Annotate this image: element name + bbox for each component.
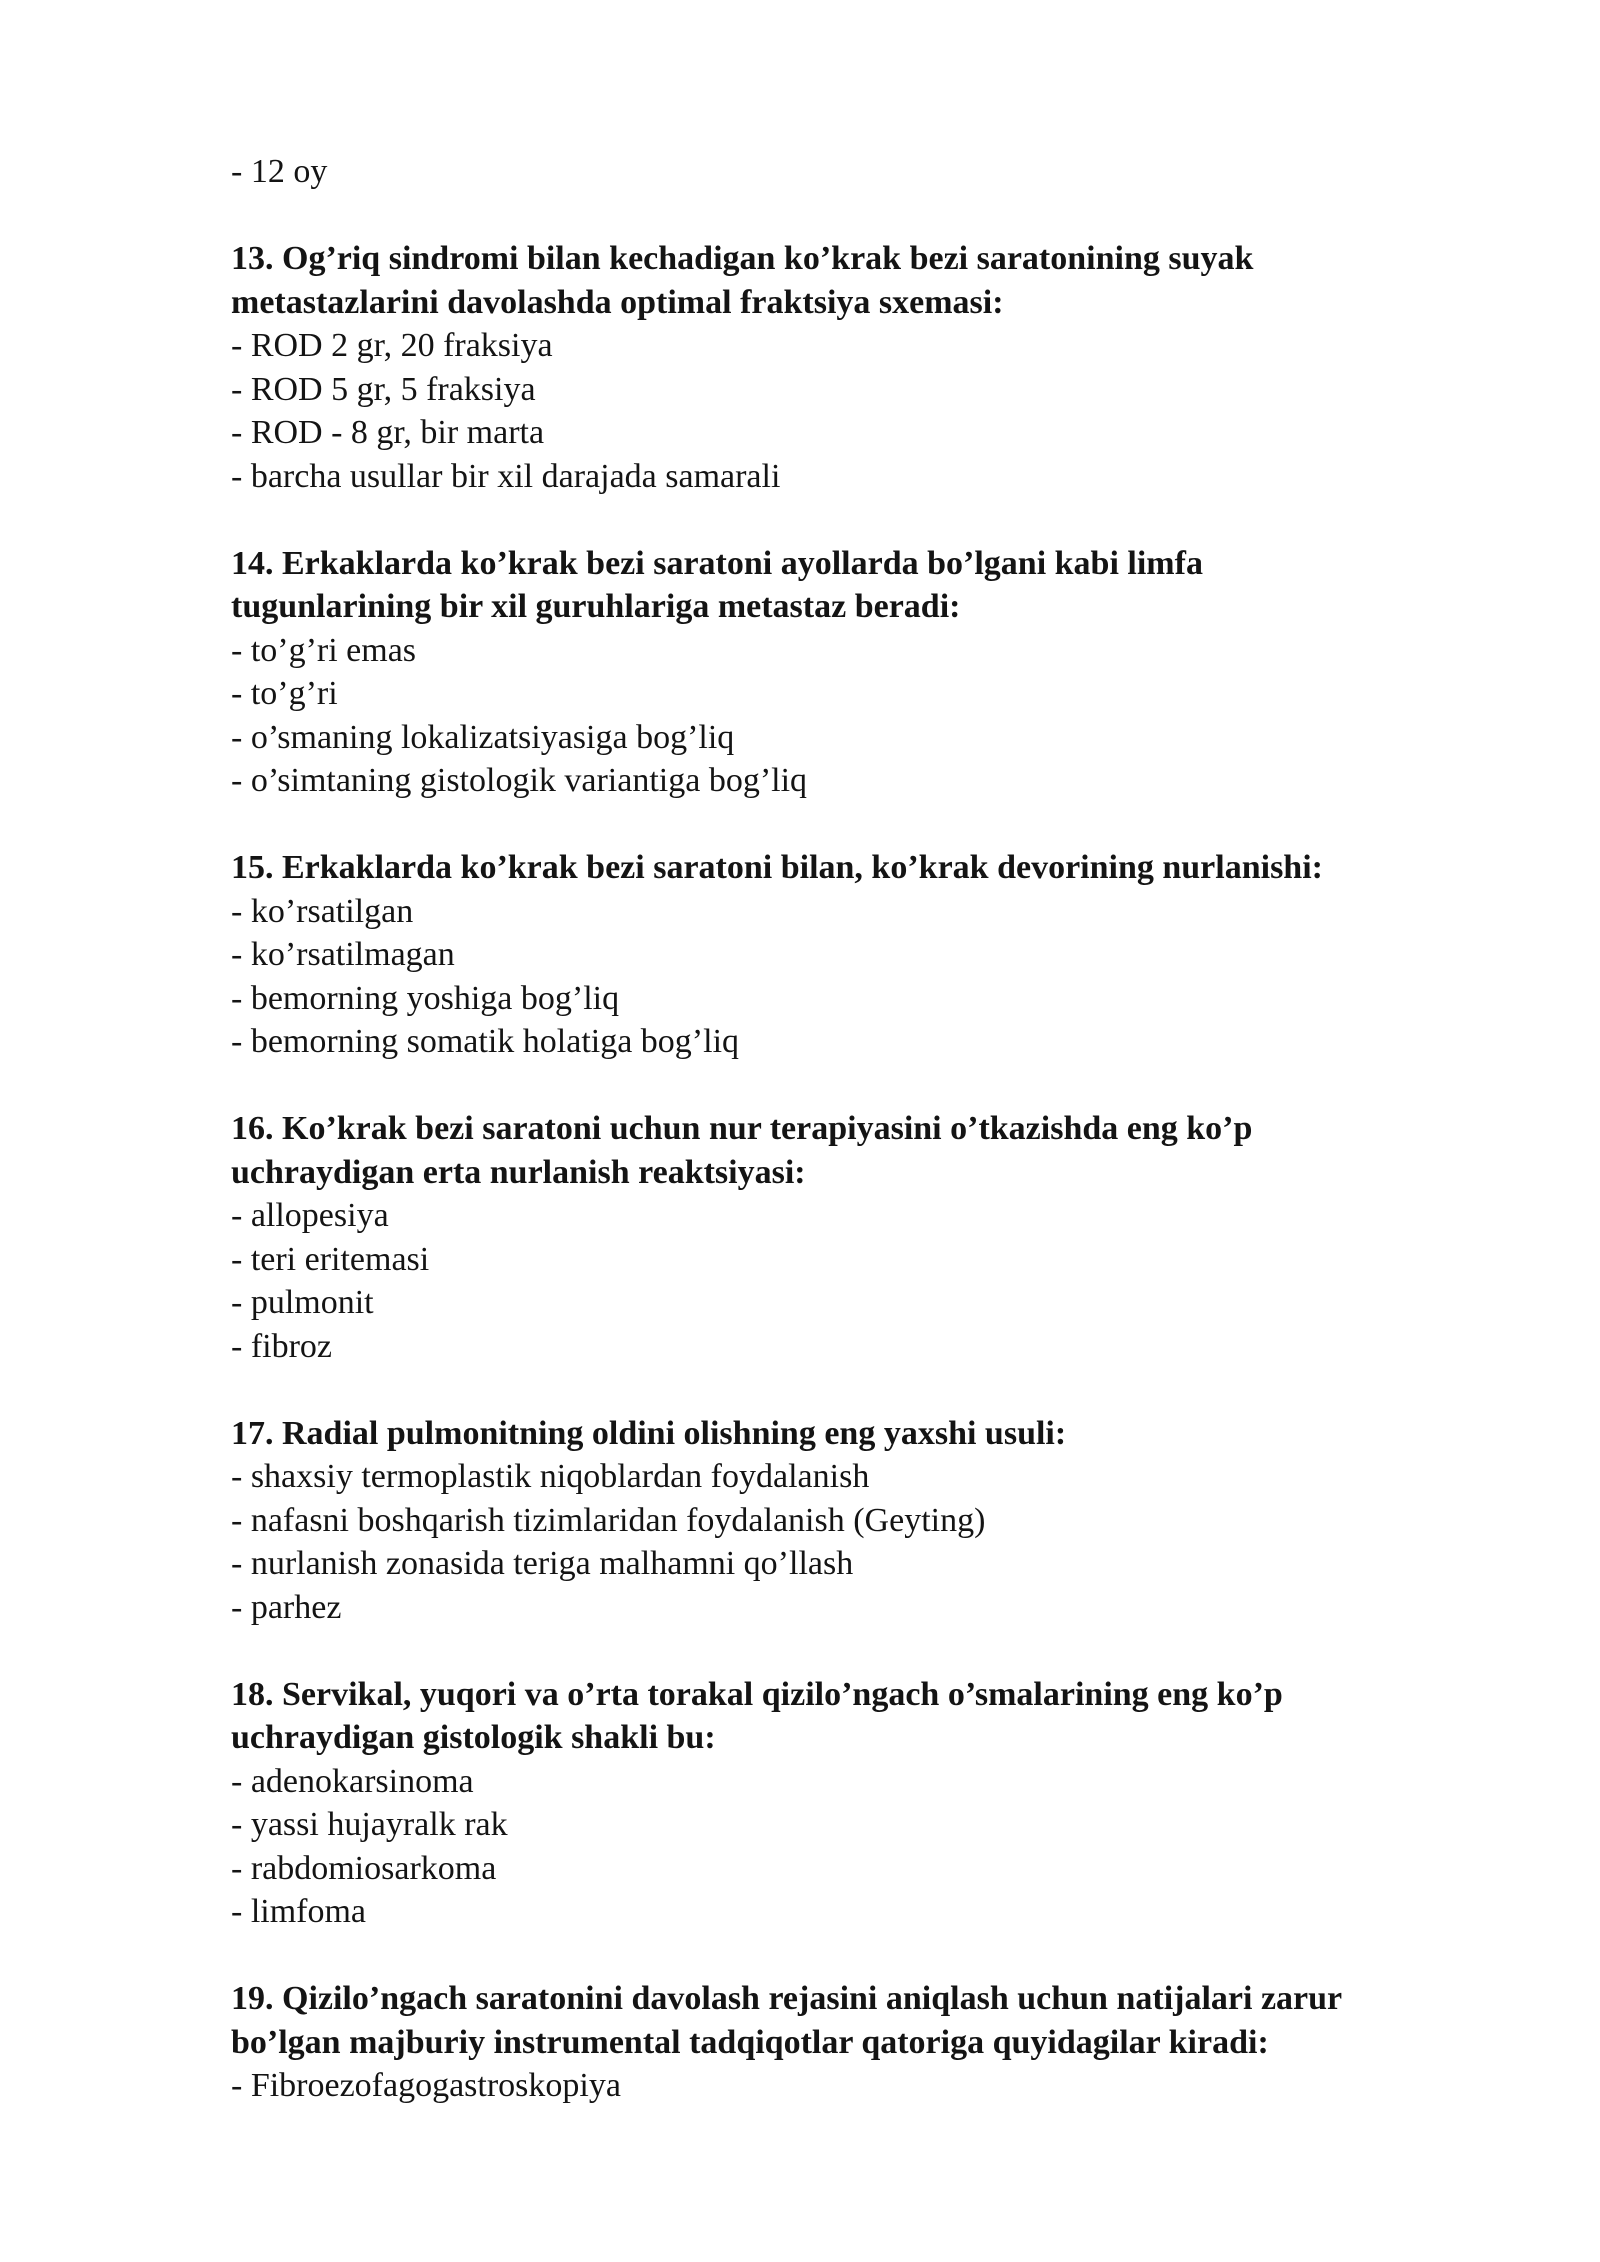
answer-option: - ko’rsatilmagan	[231, 936, 455, 973]
document-page	[231, 150, 1491, 2108]
answer-option: - parhez	[231, 1588, 342, 1626]
previous-answer-option: - 12 oy	[231, 153, 328, 190]
question-list	[231, 237, 1491, 2108]
answer-options	[231, 1760, 1491, 1934]
answer-options	[231, 2064, 1491, 2108]
question-text: 18. Servikal, yuqori va o’rta torakal qizilo’ngach o’smalarining eng ko’p uchraydigan gistologik shakli bu:	[231, 1675, 1283, 1756]
answer-option: - fibroz	[231, 1327, 333, 1365]
question-block	[231, 846, 1491, 1064]
answer-option: - rabdomiosarkoma	[231, 1849, 497, 1887]
answer-option: - nafasni boshqarish tizimlaridan foydalanish (Geyting)	[231, 1501, 986, 1539]
answer-option: - ROD 5 gr, 5 fraksiya	[231, 370, 536, 408]
answer-options	[231, 324, 1491, 498]
answer-option: - to’g’ri	[231, 675, 338, 712]
answer-option: - Fibroezofagogastroskopiya	[231, 2067, 621, 2104]
answer-option: - allopesiya	[231, 1197, 389, 1234]
answer-option: - shaxsiy termoplastik niqoblardan foydalanish	[231, 1458, 870, 1495]
answer-option: - bemorning yoshiga bog’liq	[231, 979, 620, 1017]
answer-options	[231, 629, 1491, 803]
question-block	[231, 1412, 1491, 1630]
question-text: 13. Og’riq sindromi bilan kechadigan ko’krak bezi saratonining suyak metastazlarini davolashda optimal fraktsiya sxemasi:	[231, 240, 1254, 321]
answer-option: - pulmonit	[231, 1284, 374, 1321]
question-block	[231, 1673, 1491, 1934]
answer-options	[231, 1194, 1491, 1368]
question-block	[231, 1107, 1491, 1368]
question-block	[231, 542, 1491, 803]
question-text: 15. Erkaklarda ko’krak bezi saratoni bilan, ko’krak devorining nurlanishi:	[231, 849, 1323, 886]
answer-option: - ROD 2 gr, 20 fraksiya	[231, 327, 553, 364]
answer-option: - barcha usullar bir xil darajada samarali	[231, 457, 781, 495]
answer-options	[231, 890, 1491, 1064]
question-text: 16. Ko’krak bezi saratoni uchun nur terapiyasini o’tkazishda eng ko’p uchraydigan erta nurlanish reaktsiyasi:	[231, 1110, 1253, 1191]
answer-option: - to’g’ri emas	[231, 631, 417, 669]
question-text: 14. Erkaklarda ko’krak bezi saratoni ayollarda bo’lgani kabi limfa tugunlarining bir xil guruhlariga metastaz beradi:	[231, 544, 1203, 625]
answer-option: - bemorning somatik holatiga bog’liq	[231, 1023, 740, 1060]
question-block	[231, 237, 1491, 498]
answer-option: - ROD - 8 gr, bir marta	[231, 414, 545, 451]
answer-options	[231, 1455, 1491, 1629]
answer-option: - nurlanish zonasida teriga malhamni qo’llash	[231, 1545, 854, 1582]
answer-option: - o’simtaning gistologik variantiga bog’liq	[231, 762, 808, 799]
answer-option: - adenokarsinoma	[231, 1762, 474, 1800]
question-block	[231, 1977, 1491, 2108]
answer-option: - teri eritemasi	[231, 1240, 430, 1278]
question-text: 17. Radial pulmonitning oldini olishning eng yaxshi usuli:	[231, 1414, 1067, 1452]
answer-option: - limfoma	[231, 1893, 367, 1930]
answer-option: - ko’rsatilgan	[231, 892, 414, 930]
question-text: 19. Qizilo’ngach saratonini davolash rejasini aniqlash uchun natijalari zarur bo’lgan majburiy instrumental tadqiqotlar qatoriga quyidagilar kiradi:	[231, 1980, 1343, 2061]
answer-option: - yassi hujayralk rak	[231, 1806, 508, 1843]
answer-option: - o’smaning lokalizatsiyasiga bog’liq	[231, 718, 735, 756]
